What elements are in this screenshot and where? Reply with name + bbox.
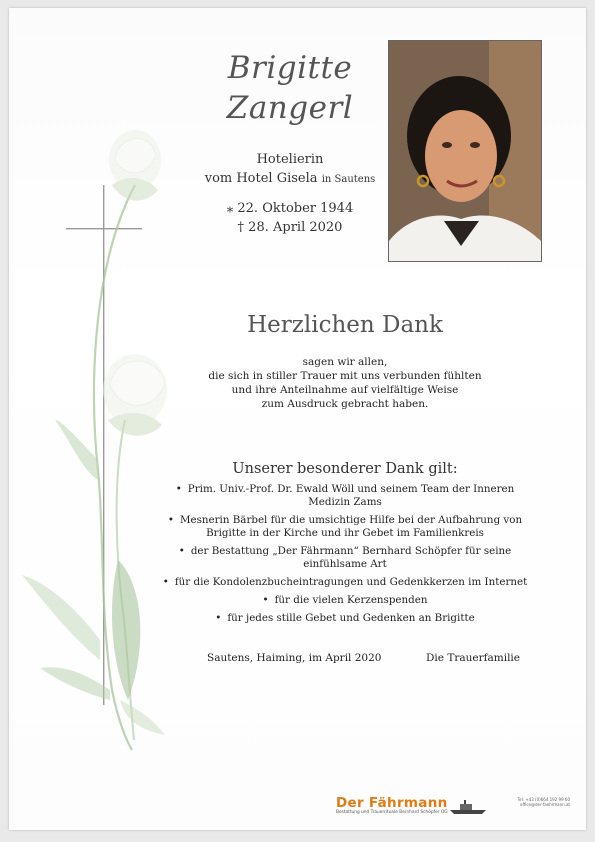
thanks-line: die sich in stiller Trauer mit uns verbunden fühlten — [208, 370, 482, 382]
portrait-photo — [388, 40, 542, 262]
list-item: • für die vielen Kerzenspenden — [262, 594, 428, 606]
portrait-illustration — [389, 41, 541, 261]
role-title: Hotelierin — [256, 152, 324, 167]
place-and-date: Sautens, Haiming, im April 2020 — [207, 652, 382, 664]
deceased-role — [180, 150, 400, 189]
life-dates — [180, 199, 400, 237]
bullet-icon: • — [162, 576, 169, 588]
thanks-heading: Herzlichen Dank — [247, 312, 443, 338]
list-item: • für jedes stille Gebet und Gedenken an Brigitte — [215, 612, 475, 624]
bullet-icon: • — [178, 545, 185, 557]
cross-horizontal — [66, 228, 142, 229]
role-hotel-location: in Sautens — [321, 174, 376, 185]
thanks-line: sagen wir allen, — [302, 356, 388, 368]
family-signature: Die Trauerfamilie — [426, 652, 520, 664]
role-hotel — [180, 169, 400, 189]
thanks-text — [200, 355, 490, 411]
death-date: † 28. April 2020 — [237, 220, 343, 235]
deceased-last-name: Zangerl — [226, 90, 354, 126]
cross-vertical — [103, 185, 104, 705]
funeral-home-logo: Der Fährmann — [336, 795, 448, 811]
funeral-home-subtitle: Bestattung und Trauerrituale Bernhard Schöpfer OG — [336, 810, 448, 815]
thanks-line: zum Ausdruck gebracht haben. — [261, 398, 429, 410]
list-item: • Mesnerin Bärbel für die umsichtige Hilfe bei der Aufbahrung von Brigitte in der Kirche und ihr Gebet im Familienkreis — [167, 514, 523, 539]
list-item: • der Bestattung „Der Fährmann“ Bernhard Schöpfer für seine einfühlsame Art — [178, 545, 512, 570]
special-thanks-heading: Unserer besonderer Dank gilt: — [232, 461, 458, 477]
funeral-home-contact: Tel: +43 (0)664 192 99 60 office@der-faehrmann.at — [517, 797, 570, 807]
ferry-boat-icon — [448, 798, 488, 816]
thanks-line: und ihre Anteilnahme auf vielfältige Weise — [231, 384, 459, 396]
bullet-icon: • — [215, 612, 222, 624]
special-thanks-list — [160, 483, 530, 630]
list-item: • Prim. Univ.-Prof. Dr. Ewald Wöll und seinem Team der Inneren Medizin Zams — [175, 483, 515, 508]
role-hotel-name: vom Hotel Gisela — [204, 171, 318, 186]
deceased-first-name: Brigitte — [227, 50, 353, 86]
birth-date: ⁎ 22. Oktober 1944 — [226, 201, 354, 216]
bullet-icon: • — [167, 514, 174, 526]
bullet-icon: • — [175, 483, 182, 495]
bullet-icon: • — [262, 594, 269, 606]
list-item: • für die Kondolenzbucheintragungen und Gedenkkerzen im Internet — [162, 576, 528, 588]
